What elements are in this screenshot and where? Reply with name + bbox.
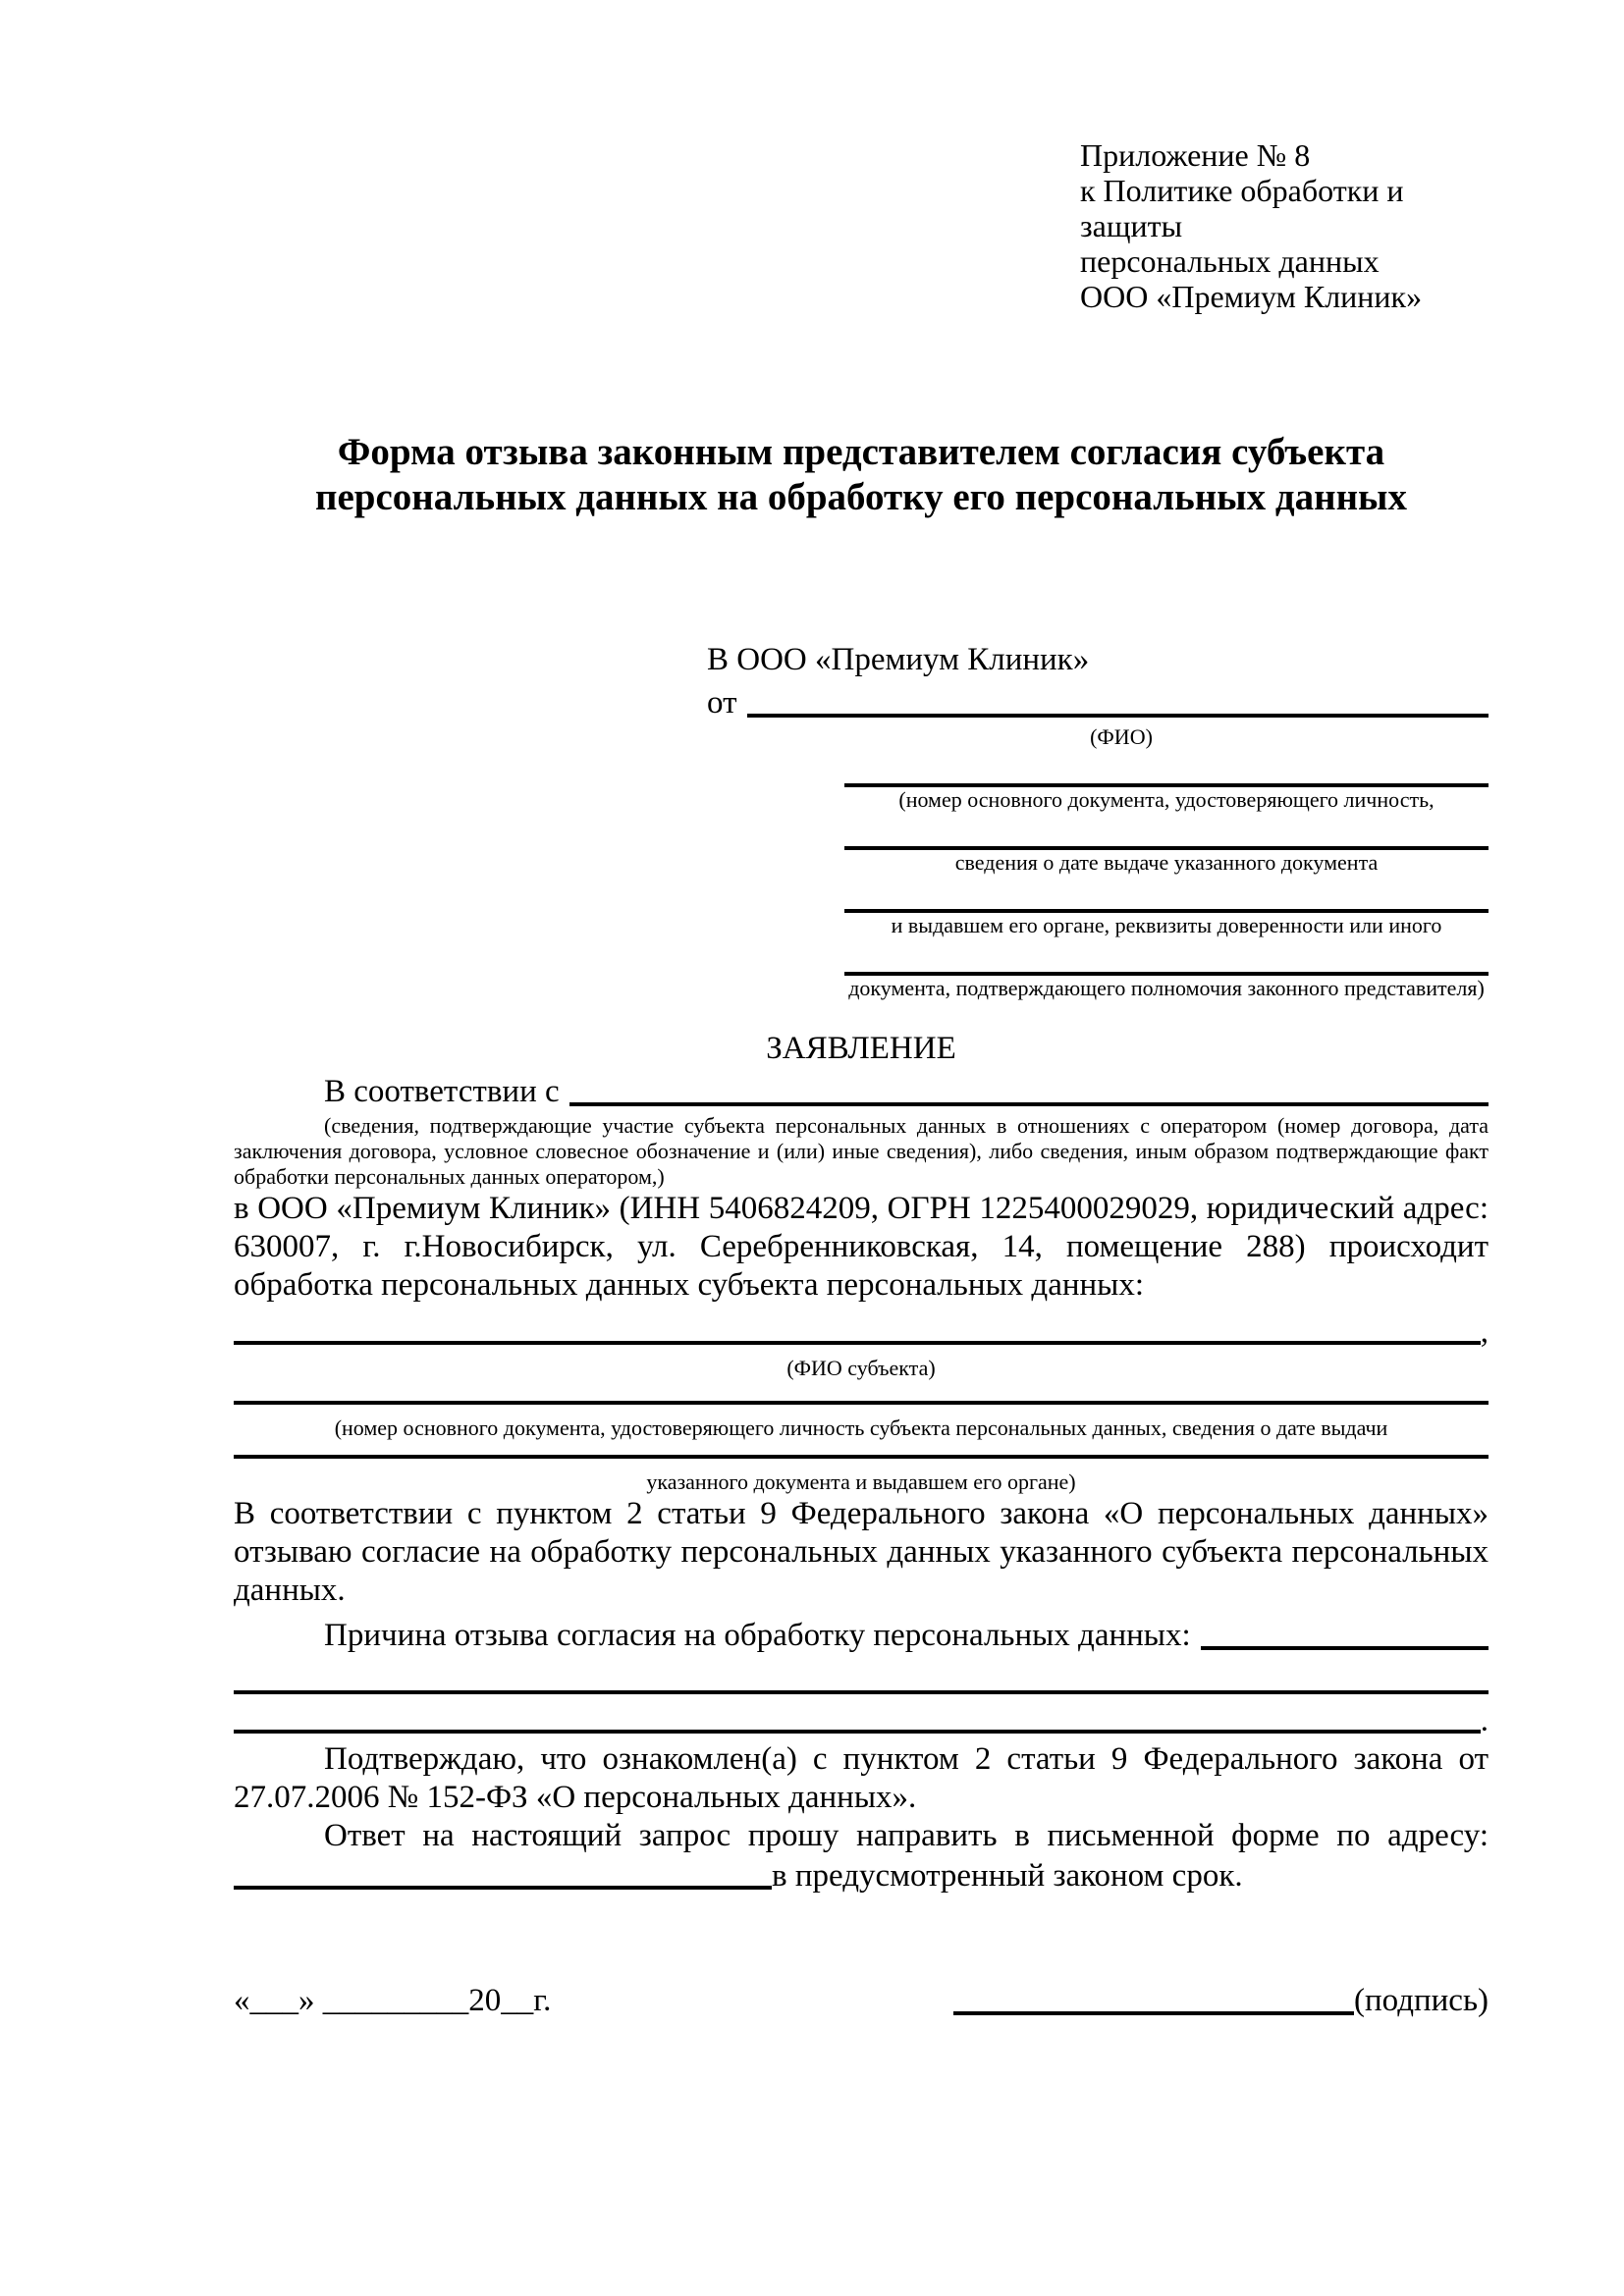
reason-blank-line	[1201, 1646, 1489, 1650]
reason-extra-row-2	[234, 1701, 1489, 1740]
header-line: ООО «Премиум Клиник»	[1080, 279, 1423, 314]
reply-request-paragraph: Ответ на настоящий запрос прошу направить в письменной форме по адресу:	[324, 1818, 1489, 1853]
document-title-line: персональных данных на обработку его персональных данных	[314, 476, 1408, 518]
header-line: к Политике обработки и защиты	[1080, 173, 1404, 243]
document-title-line: Форма отзыва законным представителем согласия субъекта	[337, 431, 1385, 473]
subject-doc-blank-line-2	[234, 1455, 1489, 1459]
addressee-block	[707, 638, 1489, 1001]
subject-fio-blank-line	[234, 1341, 1481, 1345]
signature-caption: (подпись)	[1354, 1983, 1489, 2018]
representative-doc-blank-line-3	[844, 887, 1489, 913]
reason-extra-blank-line-1	[234, 1690, 1489, 1694]
date-blank: «___» _________20__г.	[234, 1983, 552, 2018]
representative-doc-blank-line-4	[844, 950, 1489, 976]
subject-doc-row-1	[234, 1401, 1489, 1412]
reply-suffix: в предусмотренный законом срок.	[772, 1858, 1243, 1894]
accordance-blank-line	[569, 1102, 1489, 1106]
subject-fio-caption: (ФИО субъекта)	[786, 1356, 936, 1380]
accordance-row	[234, 1070, 1489, 1113]
withdrawal-paragraph: В соответствии с пунктом 2 статьи 9 Федерального закона «О персональных данных» отзываю согласие на обработку персональных данных указанного субъекта персональных данных.	[234, 1496, 1489, 1608]
document-content	[234, 0, 1489, 2022]
from-label: от	[707, 685, 737, 721]
reason-extra-row-1	[234, 1690, 1489, 1701]
subject-doc-blank-line-1	[234, 1401, 1489, 1405]
footer-row	[234, 1979, 1489, 2022]
basis-note: (сведения, подтверждающие участие субъекта персональных данных в отношениях с оператором (номер договора, дата заключения договора, условное словесное обозначение и (или) иные сведения), либо сведения, иным образом подтверждающие факт обработки персональных данных оператором,)	[234, 1113, 1489, 1189]
document-title	[234, 430, 1489, 520]
operator-paragraph: в ООО «Премиум Клиник» (ИНН 5406824209, ОГРН 1225400029029, юридический адрес: 630007, г. г.Новосибирск, ул. Серебренниковская, 14, помещение 288) происходит обработка персональных данных субъекта персональных данных:	[234, 1191, 1489, 1303]
reply-address-blank-line	[234, 1886, 772, 1890]
representative-fio-blank-line	[747, 714, 1489, 718]
subject-doc-caption-2: указанного документа и выдавшем его органе)	[646, 1469, 1076, 1494]
representative-doc-caption-1: (номер основного документа, удостоверяющего личность,	[898, 787, 1435, 812]
statement-heading: ЗАЯВЛЕНИЕ	[766, 1031, 956, 1066]
representative-doc-caption-2: сведения о дате выдаче указанного документа	[954, 850, 1379, 875]
addressee-to: В ООО «Премиум Клиник»	[707, 642, 1090, 677]
reason-row	[234, 1614, 1489, 1657]
reason-period-suffix: .	[1480, 1703, 1489, 1738]
representative-doc-blank-line-1	[844, 762, 1489, 787]
subject-fio-row	[234, 1312, 1489, 1352]
representative-doc-caption-4: документа, подтверждающего полномочия законного представителя)	[848, 976, 1485, 1000]
header-line: Приложение № 8	[1080, 137, 1311, 173]
subject-fio-suffix: ,	[1480, 1314, 1489, 1350]
signature-blank-line	[953, 2011, 1354, 2015]
fio-caption: (ФИО)	[1090, 724, 1153, 749]
subject-doc-row-2	[234, 1455, 1489, 1466]
confirm-paragraph: Подтверждаю, что ознакомлен(а) с пунктом 2 статьи 9 Федерального закона от 27.07.2006 № 152-ФЗ «О персональных данных».	[234, 1741, 1489, 1815]
reply-address-row	[234, 1855, 1489, 1896]
reason-label: Причина отзыва согласия на обработку персональных данных:	[324, 1618, 1191, 1653]
representative-doc-caption-3: и выдавшем его органе, реквизиты доверенности или иного	[891, 913, 1442, 937]
addressee-from-row	[707, 681, 1489, 724]
subject-doc-caption-1: (номер основного документа, удостоверяющего личность субъекта персональных данных, сведения о дате выдачи	[334, 1415, 1388, 1440]
representative-doc-blank-line-2	[844, 825, 1489, 850]
reason-extra-blank-line-2	[234, 1730, 1481, 1734]
accordance-prefix: В соответствии с	[324, 1074, 560, 1109]
header-line: персональных данных	[1080, 243, 1380, 279]
signature-group	[953, 1979, 1489, 2022]
appendix-header	[1080, 137, 1489, 314]
